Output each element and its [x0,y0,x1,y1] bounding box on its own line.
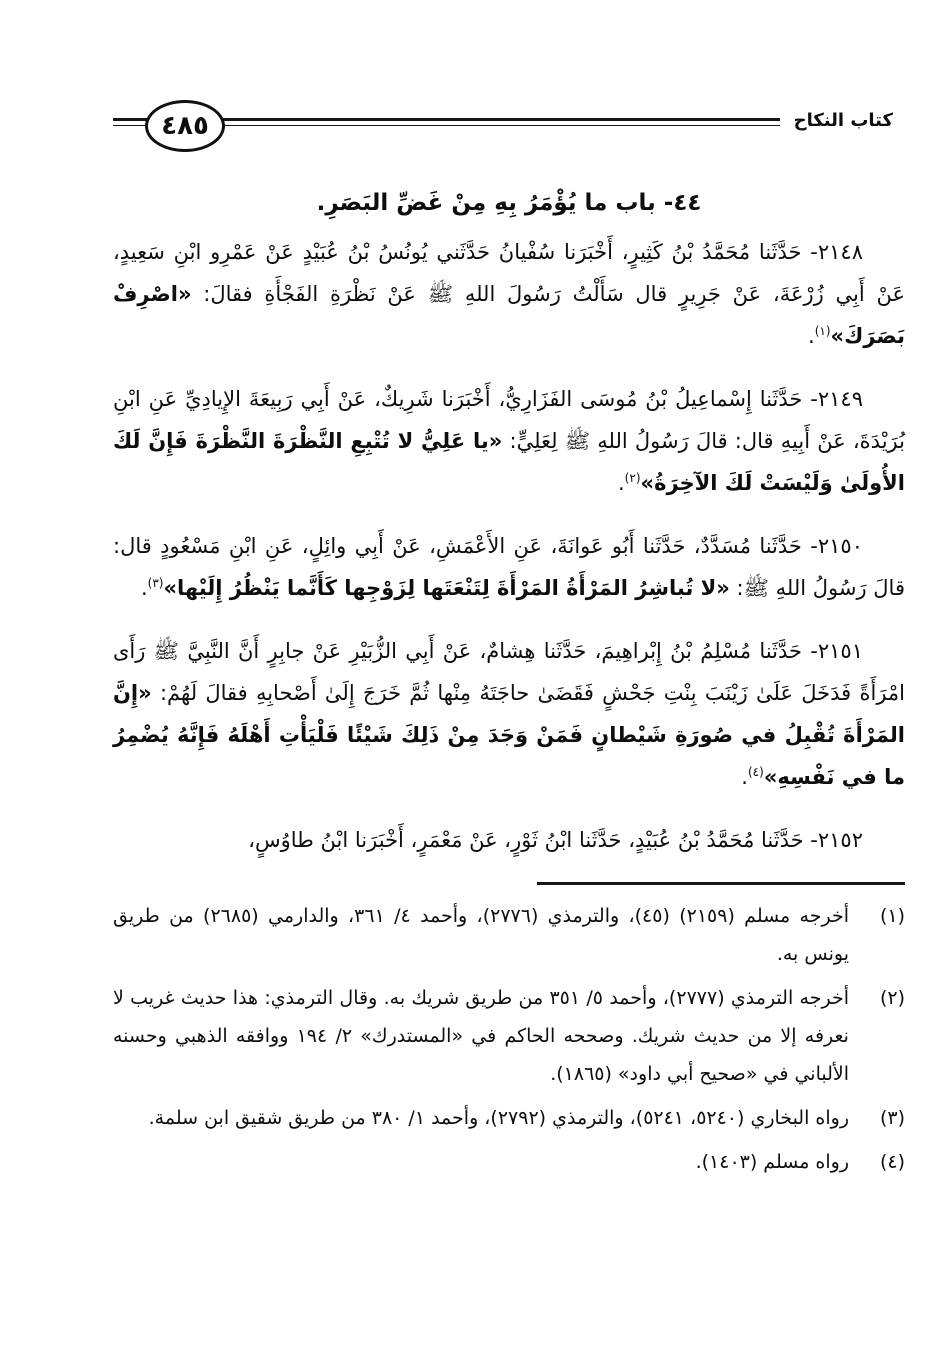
hadith-2150: ٢١٥٠- حَدَّثَنا مُسَدَّدٌ، حَدَّثَنا أَبُو عَوانَةَ، عَنِ الأَعْمَشِ، عَنْ أَبِي وائِلٍ، عَنِ ابْنِ مَسْعُودٍ قال: قالَ رَسُولُ اللهِ ﷺ: «لا تُباشِرُ المَرْأَةُ المَرْأَةَ لِتَنْعَتَها لِزَوْجِها كَأَنَّما يَنْظُرُ إِلَيْها»$^{(٣)}$. [113,534,905,601]
footnote-number: (٣) [879,1107,905,1130]
book-section-title: كتاب النكاح [780,106,905,136]
footnote-divider [537,882,905,885]
page-header [113,100,905,148]
footnote-text: أخرجه الترمذي (٢٧٧٧)، وأحمد ٥/ ٣٥١ من طريق شريك به. وقال الترمذي: هذا حديث غريب لا نعرفه إلا من حديث شريك. وصححه الحاكم في «المستدرك» ٢/ ١٩٤ ووافقه الذهبي وحسنه الألباني في «صحيح أبي داود» (١٨٦٥). [113,987,849,1086]
footnote-number: (٢) [879,987,905,1010]
footnote-4 [113,1143,905,1181]
footnote-3 [113,1099,905,1137]
page-content [113,100,905,1181]
hadith-2152: ٢١٥٢- حَدَّثَنا مُحَمَّدُ بْنُ عُبَيْدٍ، حَدَّثَنا ابْنُ ثَوْرٍ، عَنْ مَعْمَرٍ، أَخْبَرَنا ابْنُ طاوُسٍ، [248,828,863,853]
hadith-2148: ٢١٤٨- حَدَّثَنا مُحَمَّدُ بْنُ كَثِيرٍ، أَخْبَرَنا سُفْيانُ حَدَّثَني يُونُسُ بْنُ عُبَيْدٍ عَنْ عَمْرِو ابْنِ سَعِيدٍ، عَنْ أَبِي زُرْعَةَ، عَنْ جَرِيرٍ قال سَأَلْتُ رَسُولَ اللهِ ﷺ عَنْ نَظْرَةِ الفَجْأَةِ فقالَ: «اصْرِفْ بَصَرَكَ»$^{(١)}$. [113,240,905,349]
footnote-number: (٤) [879,1151,905,1174]
footnote-text: رواه مسلم (١٤٠٣). [695,1151,849,1174]
footnote-2 [113,979,905,1093]
hadith-2149: ٢١٤٩- حَدَّثَنا إِسْماعِيلُ بْنُ مُوسَى الفَزَارِيُّ، أَخْبَرَنا شَرِيكٌ، عَنْ أَبِي رَبِيعَةَ الإِيادِيِّ عَنِ ابْنِ بُرَيْدَةَ، عَنْ أَبِيهِ قال: قالَ رَسُولُ اللهِ ﷺ لِعَلِيٍّ: «يا عَلِيُّ لا تُتْبِعِ النَّظْرَةَ النَّظْرَةَ فَإِنَّ لَكَ الأُولَىٰ وَلَيْسَتْ لَكَ الآخِرَةُ»$^{(٢)}$. [113,387,905,496]
footnote-text: أخرجه مسلم (٢١٥٩) (٤٥)، والترمذي (٢٧٧٦)، وأحمد ٤/ ٣٦١، والدارمي (٢٦٨٥) من طريق يونس به. [113,905,850,966]
footnote-number: (١) [879,905,905,928]
footnote-text: رواه البخاري (٥٢٤٠، ٥٢٤١)، والترمذي (٢٧٩٢)، وأحمد ١/ ٣٨٠ من طريق شقيق ابن سلمة. [148,1107,849,1130]
page-number-badge [145,100,225,152]
hadith-2151: ٢١٥١- حَدَّثَنا مُسْلِمُ بْنُ إِبْراهِيمَ، حَدَّثَنا هِشامٌ، عَنْ أَبِي الزُّبَيْرِ عَنْ جابِرٍ أَنَّ النَّبِيَّ ﷺ رَأَى امْرَأَةً فَدَخَلَ عَلَىٰ زَيْنَبَ بِنْتِ جَحْشٍ فَقَضَىٰ حاجَتَهُ مِنْها ثُمَّ خَرَجَ إِلَىٰ أَصْحابِهِ فقالَ لَهُمْ: «إِنَّ المَرْأَةَ تُقْبِلُ في صُورَةِ شَيْطانٍ فَمَنْ وَجَدَ مِنْ ذَلِكَ شَيْئًا فَلْيَأْتِ أَهْلَهُ فَإِنَّهُ يُضْمِرُ ما في نَفْسِهِ»$^{(٤)}$. [113,639,905,790]
footnote-1 [113,897,905,973]
page-number: ٤٨٥ [161,111,209,141]
chapter-title: ٤٤- باب ما يُؤْمَرُ بِهِ مِنْ غَضِّ البَصَرِ. [316,190,702,216]
footnotes-section [113,897,905,1181]
